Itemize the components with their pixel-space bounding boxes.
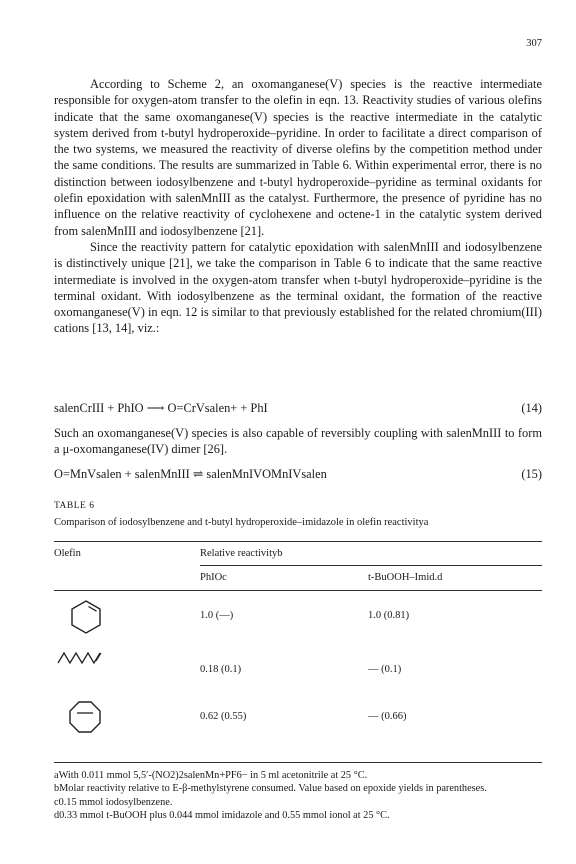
equation-14-text: salenCrIII + PhIO ⟶ O=CrVsalen+ + PhI — [54, 401, 268, 415]
cyclohexene-structure-icon — [70, 599, 102, 635]
paragraph-1: According to Scheme 2, an oxomanganese(V) species is the reactive intermediate responsible for oxygen-atom transfer to the olefin in eqn. 13. Reactivity studies of various olefins indicate that the same oxomanganese(V) species is the reactive intermediate in the catalytic system derived from t-butyl hydroperoxide–pyridine. In order to facilitate a direct comparison of the two systems, we measured the reactivity of diverse olefins by the competition method under the same conditions. The results are summarized in Table 6. Within experimental error, there is no distinction between iodosylbenzene and t-butyl hydroperoxide–pyridine as terminal oxidants for olefin epoxidation with salenMnIII as the catalyst. Furthermore, the presence of pyridine has no influence on the relative reactivity of cyclohexene and octene-1 in the catalytic system derived from salenMnIII and iodosylbenzene [21]. — [54, 77, 542, 238]
footnote-b: bMolar reactivity relative to E-β-methylstyrene consumed. Value based on epoxide yields in parentheses. — [54, 783, 487, 795]
cell-phio: 1.0 (—) — [200, 610, 234, 621]
footnote-d: d0.33 mmol t-BuOOH plus 0.044 mmol imidazole and 0.55 mmol ionol at 25 °C. — [54, 809, 390, 821]
equation-14 — [54, 400, 542, 416]
equation-14-number: (14) — [521, 401, 542, 415]
body-text — [54, 76, 542, 337]
footnote-a: aWith 0.011 mmol 5,5′-(NO2)2salenMn+PF6− in 5 ml acetonitrile at 25 °C. — [54, 770, 368, 781]
cell-phio: 0.18 (0.1) — [200, 664, 242, 675]
cell-tbuooh: 1.0 (0.81) — [368, 610, 410, 621]
table-header-rule — [54, 590, 542, 591]
table-top-rule — [54, 541, 542, 542]
footnote-c: c0.15 mmol iodosylbenzene. — [54, 796, 173, 808]
cell-tbuooh: — (0.66) — [368, 711, 407, 722]
equation-15 — [54, 466, 542, 482]
cell-phio: 0.62 (0.55) — [200, 711, 247, 722]
table-bottom-rule — [54, 762, 542, 763]
header-olefin: Olefin — [54, 548, 81, 559]
table-footnotes — [54, 769, 542, 822]
header-tbuooh: t-BuOOH–Imid.d — [368, 572, 443, 583]
paragraph-2: Since the reactivity pattern for catalytic epoxidation with salenMnIII and iodosylbenzene is distinctively unique [21], we take the comparison in Table 6 to indicate that the same reactive intermediate is involved in the oxygen-atom transfer when t-butyl hydroperoxide–pyridine is the terminal oxidant. With iodosylbenzene as the terminal oxidant, the formation of the reactive oxomanganese(V) in eqn. 12 is similar to that previously established for the related chromium(III) cations [13, 14], viz.: — [54, 239, 542, 336]
octene-1-structure-icon — [56, 647, 102, 667]
table-caption: Comparison of iodosylbenzene and t-butyl hydroperoxide–imidazole in olefin reactivitya — [54, 517, 429, 528]
paragraph-3: Such an oxomanganese(V) species is also capable of reversibly coupling with salenMnIII to form a μ-oxomanganese(IV) dimer [26]. — [54, 426, 542, 456]
cyclooctene-structure-icon — [68, 700, 102, 734]
equation-15-text: O=MnVsalen + salenMnIII ⇌ salenMnIVOMnIVsalen — [54, 467, 327, 481]
page-number: 307 — [526, 38, 542, 49]
header-phio: PhIOc — [200, 572, 227, 583]
cell-tbuooh: — (0.1) — [368, 664, 402, 675]
table-label: TABLE 6 — [54, 501, 95, 511]
header-relative-reactivity: Relative reactivityb — [200, 548, 283, 559]
equation-15-number: (15) — [521, 467, 542, 481]
table-sub-rule — [200, 565, 542, 566]
